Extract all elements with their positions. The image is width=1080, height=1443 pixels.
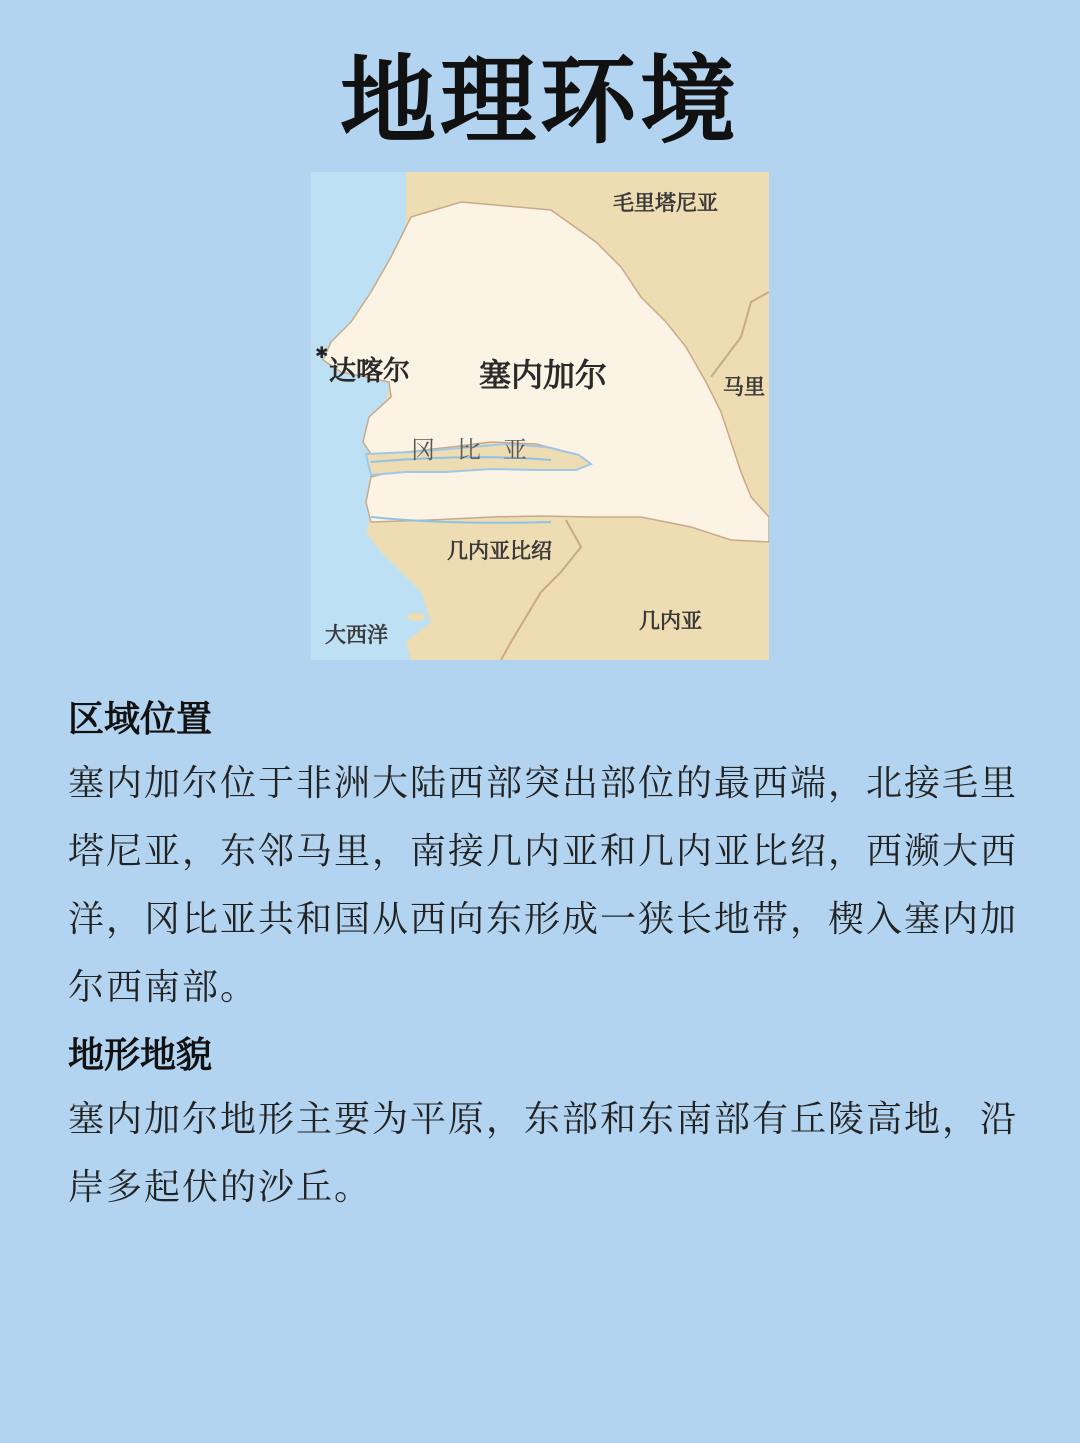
label-capital: 达喀尔 (329, 356, 410, 387)
content (68, 690, 1018, 1222)
label-guinea: 几内亚 (639, 609, 702, 633)
island (441, 608, 457, 616)
section-heading-location: 区域位置 (68, 699, 213, 740)
page-title: 地理环境 (340, 45, 740, 157)
label-atlantic: 大西洋 (325, 623, 388, 647)
label-guinea-bissau: 几内亚比绍 (447, 539, 552, 563)
label-mauritania: 毛里塔尼亚 (613, 191, 718, 215)
label-senegal: 塞内加尔 (479, 356, 608, 394)
island (421, 588, 441, 596)
label-mali: 马里 (723, 375, 765, 399)
map-svg (311, 172, 769, 660)
senegal-map (311, 172, 769, 660)
section-body-terrain: 塞内加尔地形主要为平原，东部和东南部有丘陵高地，沿岸多起伏的沙丘。 (68, 1099, 1019, 1208)
section-heading-terrain: 地形地貌 (68, 1035, 213, 1076)
label-gambia: 冈比亚 (411, 436, 549, 464)
island (407, 613, 425, 621)
capital-star-icon: ✱ (315, 343, 329, 362)
section-body-location: 塞内加尔位于非洲大陆西部突出部位的最西端，北接毛里塔尼亚，东邻马里，南接几内亚和几内亚比绍，西濒大西洋，冈比亚共和国从西向东形成一狭长地带，楔入塞内加尔西南部。 (68, 763, 1019, 1008)
